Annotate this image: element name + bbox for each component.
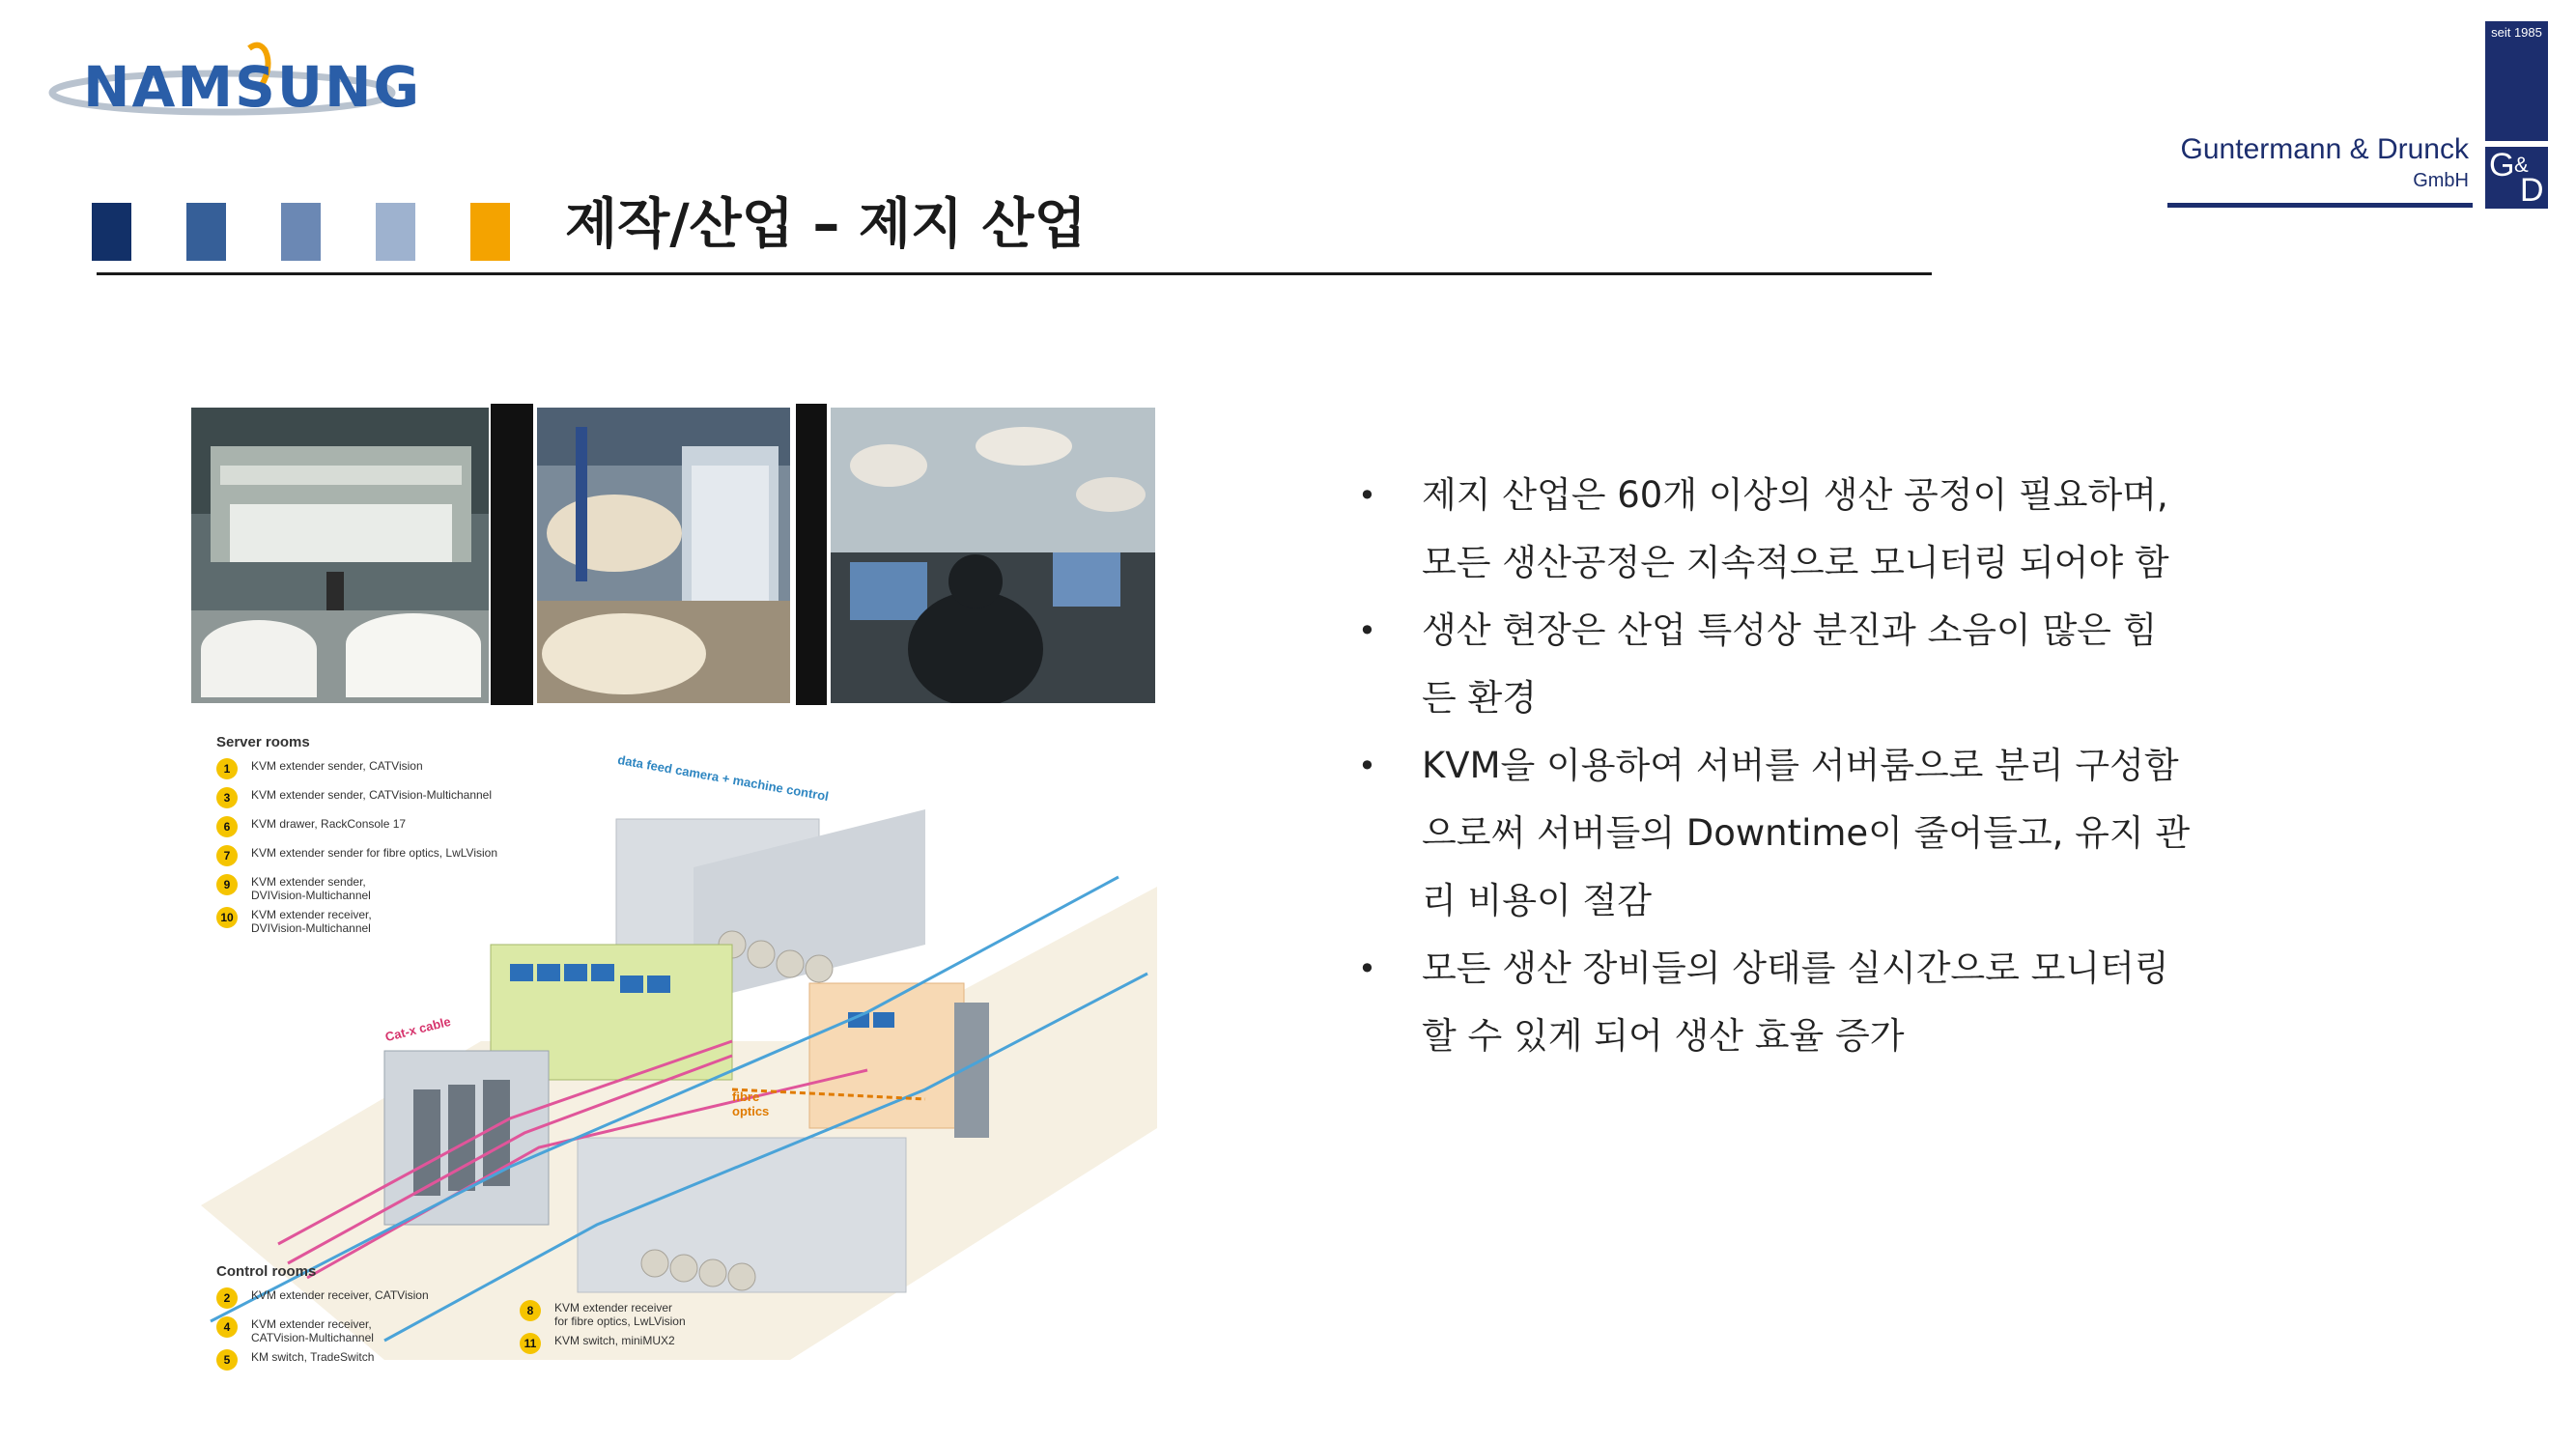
fibre-optics-label: fibre optics — [732, 1089, 770, 1118]
legend-number-badge: 3 — [216, 787, 238, 808]
control-rooms-legend-2 — [520, 1302, 771, 1364]
legend-number-badge: 7 — [216, 845, 238, 866]
legend-item — [216, 760, 545, 783]
partner-mark-d: D — [2520, 172, 2544, 209]
legend-item — [216, 876, 545, 903]
bullet-item — [1352, 597, 2260, 732]
indicator-square-5-active — [470, 203, 510, 261]
legend-number-badge: 10 — [216, 907, 238, 928]
data-feed-label: data feed camera + machine control — [616, 751, 831, 805]
logo-text: NAMSUNG — [83, 54, 422, 120]
legend-item — [520, 1302, 771, 1329]
bullet-text-line: KVM을 이용하여 서버를 서버룸으로 분리 구성함 — [1422, 745, 2179, 786]
photo-divider-2 — [796, 404, 827, 705]
partner-mark-amp: & — [2514, 153, 2529, 177]
title-divider — [97, 272, 1932, 275]
legend-text: KVM extender sender, DVIVision-Multichannel — [251, 875, 371, 903]
cat-cable-label: Cat-x cable — [383, 1013, 453, 1045]
legend-text: KM switch, TradeSwitch — [251, 1349, 375, 1364]
bullet-text-line: 든 환경 — [1422, 677, 1537, 719]
legend-item — [520, 1335, 771, 1358]
partner-company-suffix: GmbH — [2413, 170, 2469, 191]
bullet-text-line: 제지 산업은 60개 이상의 생산 공정이 필요하며, — [1422, 474, 2168, 516]
control-rooms-title: Control rooms — [216, 1263, 317, 1280]
paper-roll-machine-photo — [537, 408, 790, 703]
partner-logo-mark — [2485, 147, 2548, 209]
photo-strip — [191, 404, 1157, 705]
bullet-marker: • — [1358, 612, 1376, 649]
legend-text: KVM extender sender, CATVision-Multichannel — [251, 788, 493, 803]
legend-text: KVM extender receiver for fibre optics, LwLVision — [554, 1301, 686, 1328]
legend-text: KVM extender sender, CATVision — [251, 759, 423, 774]
partner-mark-g: G — [2489, 147, 2515, 184]
legend-number-badge: 11 — [520, 1333, 541, 1354]
legend-number-badge: 4 — [216, 1316, 238, 1338]
namsung-logo — [48, 39, 422, 126]
legend-item — [216, 1289, 506, 1313]
indicator-square-2 — [186, 203, 226, 261]
bullet-item — [1352, 935, 2260, 1070]
legend-item — [216, 847, 545, 870]
legend-text: KVM extender receiver, DVIVision-Multichannel — [251, 907, 372, 935]
photo-divider-1 — [491, 404, 533, 705]
partner-underline — [2167, 203, 2473, 208]
legend-text: KVM extender sender for fibre optics, LwLVision — [251, 846, 498, 861]
bullet-text-line: 리 비용이 절감 — [1422, 880, 1652, 921]
legend-item — [216, 818, 545, 841]
bullet-marker: • — [1358, 950, 1376, 987]
partner-company-name: Guntermann & Drunck — [2180, 133, 2469, 165]
bullet-text-line: 할 수 있게 되어 생산 효율 증가 — [1422, 1015, 1905, 1057]
server-rooms-title: Server rooms — [216, 734, 310, 750]
server-rooms-legend — [216, 734, 545, 941]
legend-number-badge: 8 — [520, 1300, 541, 1321]
control-room-photo — [831, 408, 1155, 703]
bullet-text-line: 모든 생산 장비들의 상태를 실시간으로 모니터링 — [1422, 947, 2169, 989]
legend-number-badge: 9 — [216, 874, 238, 895]
partner-since: seit 1985 — [2491, 25, 2542, 40]
slide-title: 제작/산업 – 제지 산업 — [565, 193, 1087, 256]
legend-item — [216, 789, 545, 812]
control-rooms-legend — [216, 1263, 506, 1380]
indicator-square-4 — [376, 203, 415, 261]
legend-text: KVM extender receiver, CATVision — [251, 1288, 429, 1303]
legend-number-badge: 6 — [216, 816, 238, 837]
bullet-list — [1352, 462, 2260, 1070]
legend-text: KVM drawer, RackConsole 17 — [251, 817, 407, 832]
legend-item — [216, 1351, 506, 1374]
bullet-text-line: 으로써 서버들의 Downtime이 줄어들고, 유지 관 — [1422, 812, 2191, 854]
bullet-item — [1352, 462, 2260, 597]
legend-text: KVM extender receiver, CATVision-Multichannel — [251, 1317, 374, 1345]
bullet-marker: • — [1358, 748, 1376, 784]
indicator-square-1 — [92, 203, 131, 261]
legend-number-badge: 2 — [216, 1287, 238, 1309]
bullet-marker: • — [1358, 477, 1376, 514]
indicator-square-3 — [281, 203, 321, 261]
kvm-network-diagram — [191, 722, 1162, 1379]
legend-item — [216, 909, 545, 936]
legend-item — [216, 1318, 506, 1345]
bullet-text-line: 생산 현장은 산업 특성상 분진과 소음이 많은 힘 — [1422, 609, 2158, 651]
legend-text: KVM switch, miniMUX2 — [554, 1333, 675, 1347]
legend-number-badge: 5 — [216, 1349, 238, 1371]
paper-machine-photo — [191, 408, 489, 703]
legend-number-badge: 1 — [216, 758, 238, 779]
bullet-text-line: 모든 생산공정은 지속적으로 모니터링 되어야 함 — [1422, 542, 2169, 583]
bullet-item — [1352, 732, 2260, 935]
